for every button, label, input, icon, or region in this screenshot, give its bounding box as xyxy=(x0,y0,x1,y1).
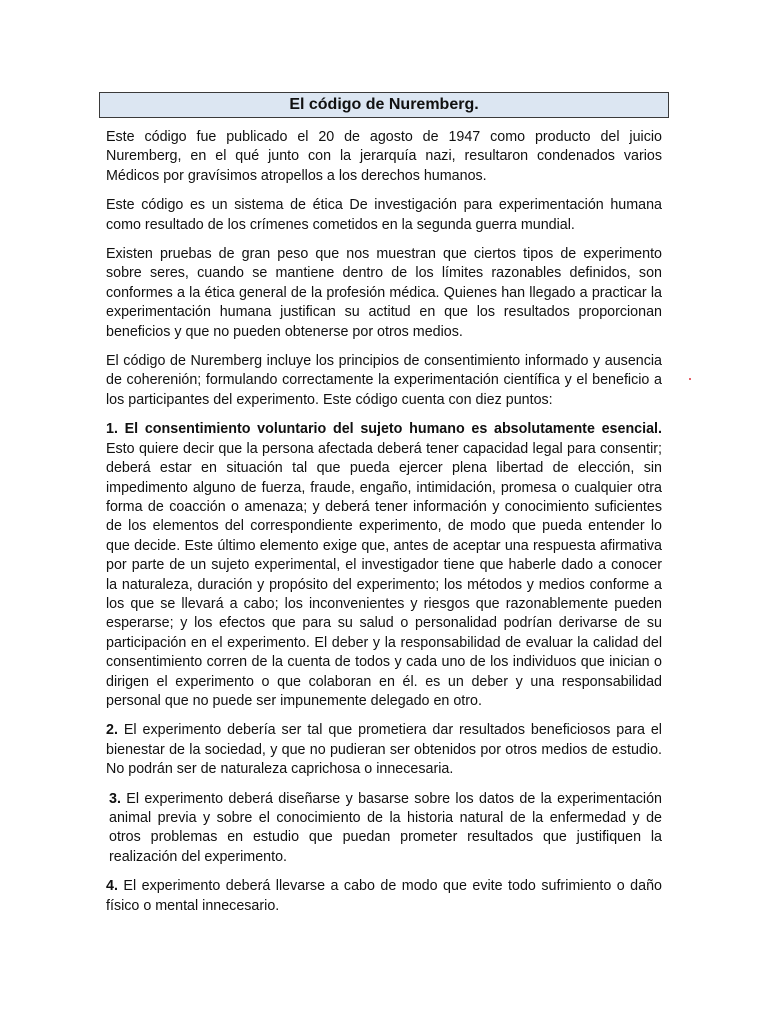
document-title: El código de Nuremberg. xyxy=(99,92,669,118)
intro-paragraph-2: Este código es un sistema de ética De investigación para experimentación humana como resultado de los crímenes cometidos en la segunda guerra mundial. xyxy=(106,197,662,233)
document-body xyxy=(106,128,662,926)
point-1-text: Esto quiere decir que la persona afectada deberá tener capacidad legal para consentir; deberá estar en situación tal que pueda ejercer plena libertad de elección, sin impedimento alguno de fuerza, fraude, engaño, intimidación, promesa o cualquier otra forma de coacción o amenaza; y deberá tener información y conocimiento suficientes de los elementos del correspondiente experimento, de modo que pueda entender lo que decide. Este último elemento exige que, antes de aceptar una respuesta afirmativa por parte de un sujeto experimental, el investigador tiene que haberle dado a conocer la naturaleza, duración y propósito del experimento; los métodos y medios conforme a los que se llevará a cabo; los inconvenientes y riesgos que razonablemente pueden esperarse; y los efectos que para su salud o personalidad podrían derivarse de su participación en el experimento. El deber y la responsabilidad de evaluar la calidad del consentimiento corren de la cuenta de todos y cada uno de los individuos que inician o dirigen el experimento o que colaboran en él. es un deber y una responsabilidad personal que no puede ser impunemente delegado en otro. xyxy=(106,440,662,709)
intro-paragraph-4: El código de Nuremberg incluye los principios de consentimiento informado y ausencia de coherenión; formulando correctamente la experimentación científica y el beneficio a los participantes del experimento. Este código cuenta con diez puntos: xyxy=(106,353,662,408)
point-3-text: El experimento deberá diseñarse y basarse sobre los datos de la experimentación animal previa y sobre el conocimiento de la historia natural de la enfermedad y de otros problemas en estudio que puedan prometer resultados que justifiquen la realización del experimento. xyxy=(109,790,662,865)
intro-paragraph-1: Este código fue publicado el 20 de agosto de 1947 como producto del juicio Nuremberg, en el qué junto con la jerarquía nazi, resultaron condenados varios Médicos por gravísimos atropellos a los derechos humanos. xyxy=(106,129,662,184)
point-2-text: El experimento debería ser tal que prometiera dar resultados beneficiosos para el bienestar de la sociedad, y que no pudieran ser obtenidos por otros medios de estudio. No podrán ser de naturaleza caprichosa o innecesaria. xyxy=(106,722,662,778)
intro-paragraph-3: Existen pruebas de gran peso que nos muestran que ciertos tipos de experimento sobre seres, cuando se mantiene dentro de los límites razonables definidos, son conformes a la ética general de la profesión médica. Quienes han llegado a practicar la experimentación humana justifican su actitud en que los resultados proporcionan beneficios y que no pueden obtenerse por otros medios. xyxy=(106,246,662,340)
point-2-number: 2. xyxy=(106,722,118,739)
point-3 xyxy=(106,790,662,868)
stray-mark xyxy=(689,378,691,380)
point-1 xyxy=(106,420,662,711)
point-2 xyxy=(106,721,662,779)
point-1-heading: 1. El consentimiento voluntario del sujeto humano es absolutamente esencial. xyxy=(106,421,662,438)
point-4-text: El experimento deberá llevarse a cabo de modo que evite todo sufrimiento o daño físico o mental innecesario. xyxy=(106,878,662,914)
point-3-number: 3. xyxy=(109,790,121,807)
point-4-number: 4. xyxy=(106,878,118,895)
point-4 xyxy=(106,877,662,916)
